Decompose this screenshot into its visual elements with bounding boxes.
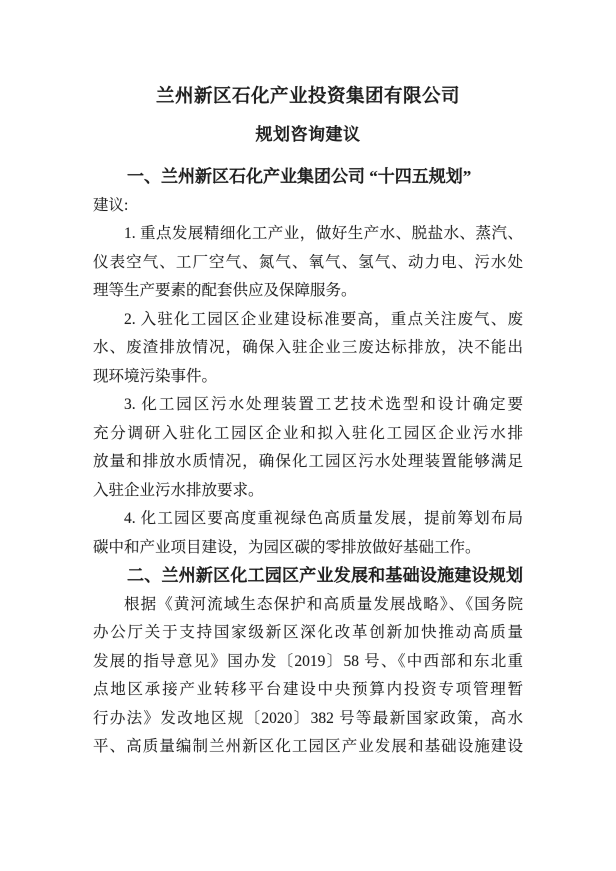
text-line: 1. 重点发展精细化工产业，做好生产水、脱盐水、蒸汽、 bbox=[124, 225, 523, 242]
text-line: 4. 化工园区要高度重视绿色高质量发展，提前筹划布局 bbox=[124, 510, 523, 527]
text-line: 建议: bbox=[93, 196, 129, 214]
text-line: 现环境污染事件。 bbox=[93, 367, 218, 385]
text-line: 水、废渣排放情况，确保入驻企业三废达标排放，决不能出 bbox=[93, 339, 523, 356]
text-line: 二、兰州新区化工园区产业发展和基础设施建设规划 bbox=[127, 566, 523, 585]
text-line: 理等生产要素的配套供应及保障服务。 bbox=[93, 282, 357, 299]
text-line: 根据《黄河流域生态保护和高质量发展战略》、《国务院 bbox=[124, 595, 523, 613]
text-line: 发展的指导意见》国办发〔2019〕58 号、《中西部和东北重 bbox=[93, 652, 523, 670]
section-heading bbox=[93, 163, 523, 192]
paragraph bbox=[93, 220, 523, 306]
text-line: 放量和排放水质情况，确保化工园区污水处理装置能够满足 bbox=[93, 453, 523, 470]
text-line: 行办法》发改地区规〔2020〕382 号等最新国家政策，高水 bbox=[93, 709, 523, 727]
paragraph bbox=[93, 505, 523, 562]
document-body bbox=[93, 163, 523, 762]
paragraph bbox=[93, 306, 523, 392]
text-line: 仪表空气、工厂空气、氮气、氧气、氢气、动力电、污水处 bbox=[93, 253, 523, 271]
text-line: 3. 化工园区污水处理装置工艺技术选型和设计确定要 bbox=[124, 396, 523, 413]
text-line: 2. 入驻化工园区企业建设标准要高，重点关注废气、废 bbox=[124, 310, 523, 328]
text-line: 一、兰州新区石化产业集团公司 “十四五规划” bbox=[127, 167, 472, 186]
paragraph bbox=[93, 591, 523, 762]
document-subtitle: 规划咨询建议 bbox=[255, 125, 361, 144]
text-line: 入驻企业污水排放要求。 bbox=[93, 481, 264, 499]
text-line: 办公厅关于支持国家级新区深化改革创新加快推动高质量 bbox=[93, 624, 523, 641]
document-title: 兰州新区石化产业投资集团有限公司 bbox=[155, 87, 460, 107]
text-line: 平、高质量编制兰州新区化工园区产业发展和基础设施建设 bbox=[93, 738, 523, 755]
section-heading bbox=[93, 562, 523, 591]
paragraph bbox=[93, 192, 523, 221]
text-line: 充分调研入驻化工园区企业和拟入驻化工园区企业污水排 bbox=[93, 424, 523, 442]
text-line: 碳中和产业项目建设，为园区碳的零排放做好基础工作。 bbox=[93, 538, 481, 556]
text-line: 点地区承接产业转移平台建设中央预算内投资专项管理暂 bbox=[93, 681, 523, 698]
paragraph bbox=[93, 391, 523, 505]
